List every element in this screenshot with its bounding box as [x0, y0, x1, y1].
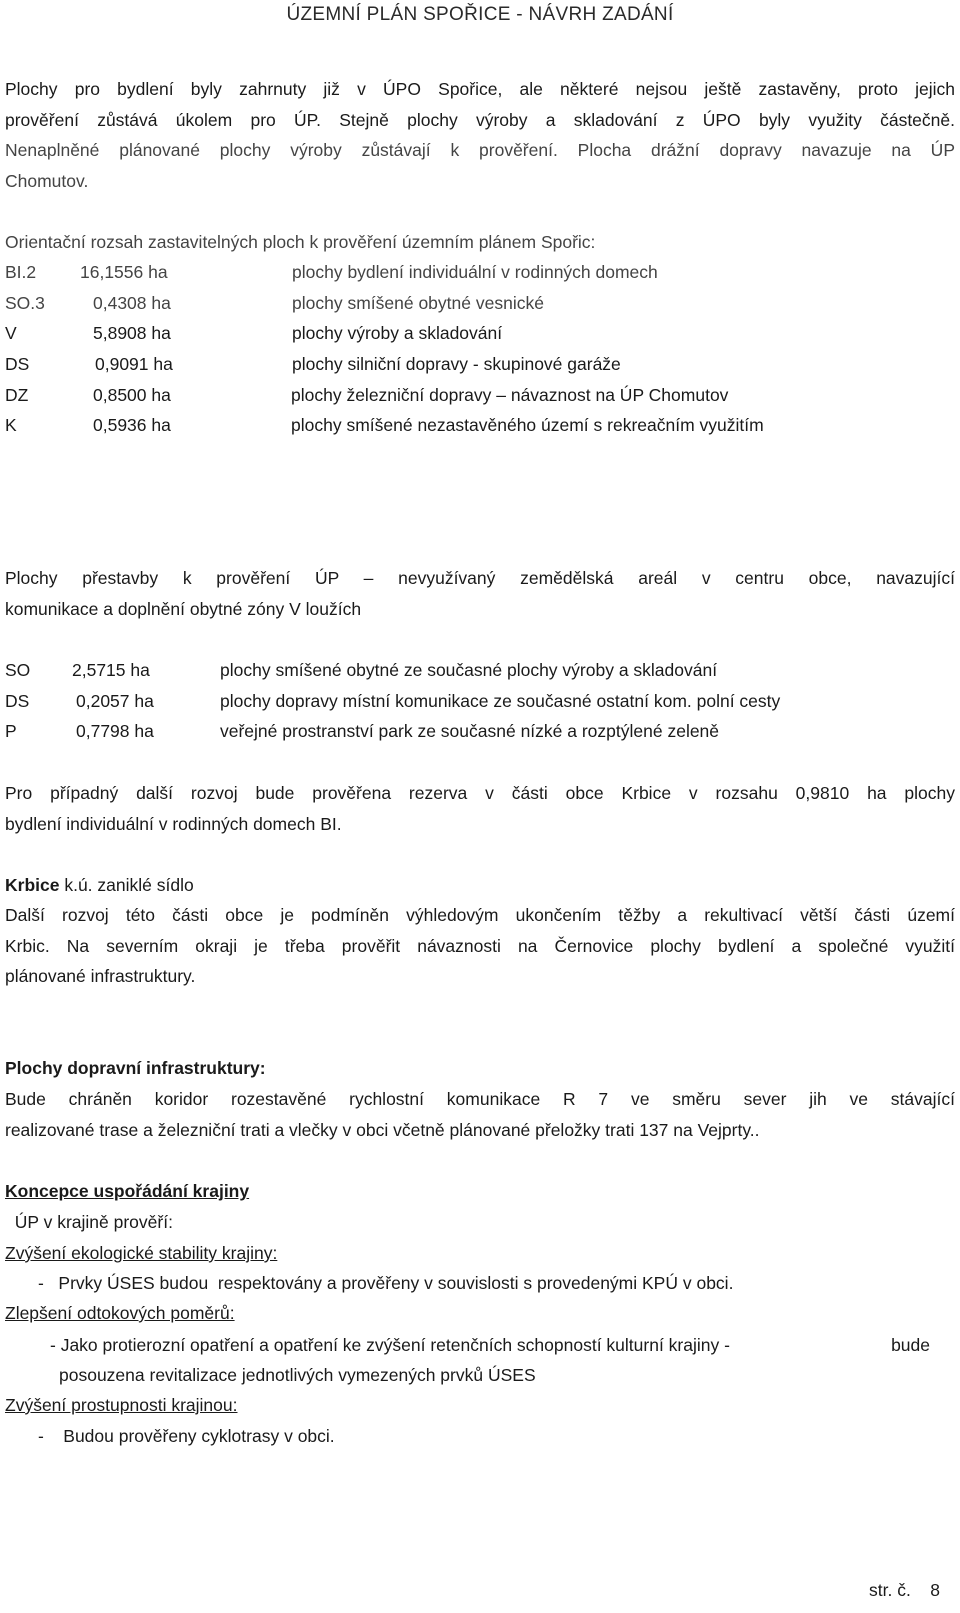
table-row [5, 716, 955, 746]
krbice-line: Další rozvoj této části obce je podmíněn výhledovým ukončením těžby a rekultivací větší části území [5, 905, 955, 925]
prestavba-paragraph [5, 563, 955, 624]
area-description: plochy výroby a skladování [292, 323, 503, 343]
odtok-heading: Zlepšení odtokových poměrů: [5, 1303, 235, 1323]
area-description: plochy smíšené nezastavěného území s rekreačním využitím [291, 415, 764, 435]
krbice-line: plánované infrastruktury. [5, 966, 196, 986]
prestavba-line: komunikace a doplnění obytné zóny V loužích [5, 598, 362, 619]
intro-line: Chomutov. [5, 170, 89, 191]
krbice-line: Krbic. Na severním okraji je třeba prověřit návaznosti na Černovice plochy bydlení a společné využití [5, 935, 955, 956]
area-code: K [5, 415, 17, 435]
area-size: 0,9091 ha [95, 354, 173, 374]
area-code: DS [5, 691, 30, 711]
krbice-name: Krbice [5, 875, 60, 895]
rezerva-paragraph [5, 778, 955, 839]
table-row [5, 257, 955, 287]
intro-line: Nenaplněné plánované plochy výroby zůstávají k prověření. Plocha drážní dopravy navazuje na ÚP [5, 140, 955, 160]
intro-line: Plochy pro bydlení byly zahrnuty již v ÚPO Spořice, ale některé nejsou ještě zastavěny, proto jejich [5, 79, 955, 99]
table-row [5, 686, 955, 716]
doprava-line: realizované trase a železniční trati a vlečky v obci včetně plánované přeložky trati 137 na Vejprty.. [5, 1119, 760, 1140]
area-size: 0,5936 ha [93, 415, 171, 435]
table-row [5, 410, 955, 440]
area-size: 5,8908 ha [93, 323, 171, 343]
prestavba-line: Plochy přestavby k prověření ÚP – nevyužívaný zemědělská areál v centru obce, navazující [5, 568, 955, 588]
table-row [5, 655, 955, 685]
intro-line: prověření zůstává úkolem pro ÚP. Stejně plochy výroby a skladování z ÚPO byly využity částečně. [5, 109, 955, 130]
area-description: plochy železniční dopravy – návaznost na ÚP Chomutov [291, 385, 729, 405]
area-size: 0,4308 ha [93, 293, 171, 313]
area-code: BI.2 [5, 262, 37, 282]
odtok-item [50, 1330, 930, 1361]
area-size: 0,2057 ha [76, 691, 154, 711]
orientacni-heading: Orientační rozsah zastavitelných ploch k prověření územním plánem Spořic: [5, 232, 596, 252]
krbice-paragraph [5, 900, 955, 992]
doprava-line: Bude chráněn koridor rozestavěné rychlostní komunikace R 7 ve směru sever jih ve stávající [5, 1089, 955, 1109]
area-description: plochy dopravy místní komunikace ze současné ostatní kom. polní cesty [220, 691, 781, 711]
area-size: 0,7798 ha [76, 721, 154, 741]
ekologie-item: - Prvky ÚSES budou respektovány a prověřeny v souvislosti s provedenými KPÚ v obci. [38, 1273, 734, 1293]
prostupnost-heading: Zvýšení prostupnosti krajinou: [5, 1395, 238, 1415]
area-description: plochy silniční dopravy - skupinové garáže [292, 354, 621, 374]
area-description: plochy smíšené obytné vesnické [292, 293, 544, 313]
area-description: veřejné prostranství park ze současné nízké a rozptýlené zeleně [220, 721, 720, 741]
page-header: ÚZEMNÍ PLÁN SPOŘICE - NÁVRH ZADÁNÍ [286, 4, 674, 25]
odtok-item-end: bude [891, 1335, 930, 1355]
krajina-intro: ÚP v krajině prověří: [5, 1212, 173, 1232]
krajina-heading: Koncepce uspořádání krajiny [5, 1181, 250, 1201]
table-row [5, 288, 955, 318]
odtok-item-text: - Jako protierozní opatření a opatření ke zvýšení retenčních schopností kulturní krajiny - [50, 1335, 730, 1355]
table-row [5, 380, 955, 410]
area-code: V [5, 323, 17, 343]
area-code: SO.3 [5, 293, 45, 313]
ekologie-heading: Zvýšení ekologické stability krajiny: [5, 1243, 278, 1263]
krbice-heading [5, 870, 955, 901]
area-size: 2,5715 ha [72, 660, 150, 680]
table-row [5, 349, 955, 379]
area-description: plochy bydlení individuální v rodinných domech [292, 262, 658, 282]
area-code: P [5, 721, 17, 741]
page-number: str. č. 8 [869, 1580, 940, 1600]
area-size: 0,8500 ha [93, 385, 171, 405]
area-size: 16,1556 ha [80, 262, 168, 282]
rezerva-line: Pro případný další rozvoj bude prověřena rezerva v části obce Krbice v rozsahu 0,9810 ha plochy [5, 783, 955, 803]
doprava-heading: Plochy dopravní infrastruktury: [5, 1058, 266, 1078]
rezerva-line: bydlení individuální v rodinných domech BI. [5, 813, 342, 834]
doprava-paragraph [5, 1084, 955, 1145]
krbice-subtitle: k.ú. zaniklé sídlo [59, 875, 194, 895]
area-code: DS [5, 354, 30, 374]
area-description: plochy smíšené obytné ze současné plochy výroby a skladování [220, 660, 718, 680]
table-row [5, 318, 955, 348]
intro-paragraph [5, 74, 955, 196]
area-code: DZ [5, 385, 29, 405]
area-code: SO [5, 660, 31, 680]
odtok-item-continuation: posouzena revitalizace jednotlivých vymezených prvků ÚSES [59, 1365, 536, 1385]
prostupnost-item: - Budou prověřeny cyklotrasy v obci. [38, 1426, 335, 1446]
